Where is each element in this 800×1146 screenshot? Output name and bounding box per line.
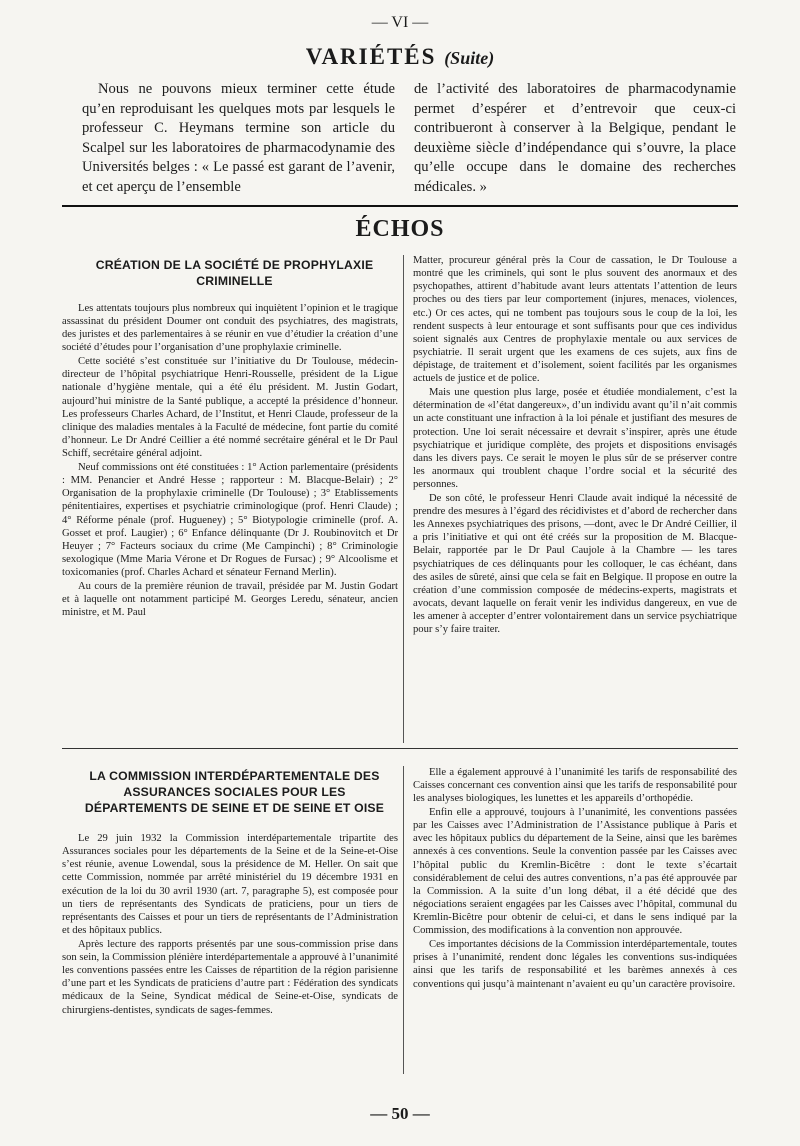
varietes-right-text: de l’activité des laboratoires de pharmacodynamie permet d’espérer et d’entrevoir que ceux-ci contribueront à conserver à la Belgique, pendant le deuxième siècle d’indépendance qui s’ouvre, la place qu’elle occupe dans le domaine des recherches médicales. » — [414, 81, 736, 195]
section-divider — [62, 205, 738, 207]
prophylaxie-left-paragraph: Les attentats toujours plus nombreux qui inquiètent l’opinion et le tragique assassinat du président Doumer ont conduit des psychiatres, des magistrats, des juristes et des parlementaires à se réunir en vue d’étudier la création d’une société d’études pour l’organisation d’une prophylaxie criminelle. — [62, 303, 398, 354]
varietes-title — [0, 44, 800, 70]
article-divider — [62, 748, 738, 749]
commission-right-paragraph: Ces importantes décisions de la Commission interdépartementale, toutes prises à l’unanimité, rendent donc légales les conventions sus-indiquées ainsi que les tarifs de responsabilité et les barèmes annexés à ces conventions qui jusqu’à maintenant n’avaient eu qu’un caractère provisoire. — [413, 939, 737, 990]
echos-title: ÉCHOS — [355, 216, 445, 242]
commission-left-paragraph: Après lecture des rapports présentés par une sous-commission prise dans son sein, la Commission plénière interdépartementale a approuvé à l’unanimité les conventions passées entre les Caisses de répartition de la région parisienne d’une part et les Syndicats de praticiens d’autre part : Fédération des syndicats médicaux de la Seine, Syndicat médical de Seine-et-Oise, syndicats de chirurgiens-dentistes, syndicats de sages-femmes. — [62, 938, 398, 1016]
prophylaxie-right-column — [413, 254, 737, 637]
column-separator — [403, 766, 404, 1074]
prophylaxie-left-paragraph: Neuf commissions ont été constituées : 1° Action parlementaire (présidents : MM. Penancier et André Hesse ; rapporteur : M. Blacque-Belair) ; 2° Organisation de la prophylaxie criminelle (Dr Toulouse) ; 3° Etablissements pénitentiaires, expertises et psychiatrie criminologique (prof. Henri Claude) ; 4° Réforme pénale (prof. Hugueney) ; 5° Biotypologie criminelle (prof. A. Gosset et prof. Laugier) ; 6° Enfance délinquante (Dr J. Roubinovitch et Dr Heuyer ; 7° Facteurs sociaux du crime (Me Campinchi) ; 8° Criminologie sexologique (Mme Maria Vérone et Dr Rogues de Fursac) ; 9° Alcoolisme et toxicomanies (prof. Charles Achard et sénateur Fernand Merlin). — [62, 461, 398, 579]
commission-left-paragraph: Le 29 juin 1932 la Commission interdépartementale tripartite des Assurances sociales pour les départements de la Seine et de la Seine-et-Oise s’est réunie, avenue Lowendal, sous la présidence de M. Heller. On sait que cette Commission, nommée par arrêté ministériel du 19 décembre 1931 en exécution de la loi du 30 avril 1930 (art. 7, paragraphe 5), est composée pour un tiers de représentants des Syndicats de praticiens, pour un tiers de représentants des Caisses et pour un tiers de représentants de l’Administration et des hôpitaux publics. — [62, 833, 398, 937]
prophylaxie-right-paragraph: Matter, procureur général près la Cour de cassation, le Dr Toulouse a montré que les criminels, qui sont le plus souvent des anormaux et des psychopathes, attirent d’habitude avant leurs attentats l’attention de leurs proches ou des tiers par leur comportement (injures, menaces, violences, etc.) Or ces actes, qui ne tombent pas toujours sous le coup de la loi, les rendent suspects à leur entourage et sont suffisants pour que ces individus soient signalés aux Centres de prophylaxie mentale ou aux services de psychiatrie. Il serait urgent que les examens de ces sujets, aux fins de dépistage, de traitement et d’isolement, soient facilités par les organismes actuels de justice et de police. — [413, 255, 737, 385]
commission-heading: LA COMMISSION INTERDÉPARTEMENTALE DES ASSURANCES SOCIALES POUR LES DÉPARTEMENTS DE SEINE ET DE SEINE ET OISE — [84, 769, 385, 815]
prophylaxie-left-paragraph: Au cours de la première réunion de travail, présidée par M. Justin Godart et à laquelle ont notamment participé M. Georges Leredu, sénateur, ancien ministre, et M. Paul — [62, 580, 398, 619]
prophylaxie-right-paragraph: Mais une question plus large, posée et étudiée mondialement, c’est la détermination de «l’état dangereux», d’un individu avant qu’il n’ait commis un acte constituant une infraction à la loi pénale et justifiant des mesures de protection. Une loi serait nécessaire et devrait s’inspirer, après une étude psychiatrique et juridique complète, des projets et dispositions envisagés dans les divers pays. Ce serait le moyen le plus sûr de se préserver contre les anormaux qui troublent chaque l’ordre social et la sécurité des personnes. — [413, 387, 737, 491]
page-roman-numeral: — VI — — [371, 14, 429, 31]
prophylaxie-left-column — [62, 302, 398, 620]
varietes-title-text: VARIÉTÉS — [305, 44, 437, 69]
commission-right-paragraph: Elle a également approuvé à l’unanimité les tarifs de responsabilité des Caisses concernant ces convention ainsi que les tarifs de responsabilité pour les analyses biologiques, les lunettes et les appareils d’orthopédie. — [413, 767, 737, 805]
prophylaxie-left-paragraph: Cette société s’est constituée sur l’initiative du Dr Toulouse, médecin-directeur de l’hôpital psychiatrique Henri-Rousselle, président de la Ligue nationale d’hygiène mentale, qui a été élu président. M. Justin Godart, aujourd’hui ministre de la Santé publique, a accepté la présidence d’honneur. Les professeurs Charles Achard, de l’Institut, et Henri Claude, professeur de la clinique des maladies mentales à la Faculté de médecine, font partie du comité d’honneur. Le Dr André Ceillier a été nommé secrétaire général et le Dr Paul Schiff, secrétaire général adjoint. — [62, 356, 398, 460]
commission-right-column — [413, 766, 737, 991]
varietes-suite: (Suite) — [444, 48, 495, 68]
prophylaxie-heading: CRÉATION DE LA SOCIÉTÉ DE PROPHYLAXIE CRIMINELLE — [95, 258, 374, 288]
varietes-left-column — [82, 80, 395, 198]
prophylaxie-right-paragraph: De son côté, le professeur Henri Claude avait indiqué la nécessité de prendre des mesures à l’égard des récidivistes et d’abord de rechercher dans les Annexes psychiatriques des prisons, —dont, avec le Dr André Ceillier, il a pris l’initiative et qui ont été créés sur la proposition de M. Blacque-Belair, rapportée par le Dr Paul Caujole à la Chambre — les tares psychiatriques de ces délinquants pour les colloquer, le cas échéant, dans des asiles de sûreté, ainsi que cela se fait en Belgique. Il propose en outre la création d’une commission composée de médecins-experts, magistrats et avocats, devant laquelle on ferait venir les individus dangereux, en vue de les amener à accepter d’entrer volontairement dans un service psychiatrique pour s’y faire traiter. — [413, 492, 737, 636]
commission-right-paragraph: Enfin elle a approuvé, toujours à l’unanimité, les conventions passées par les Caisses avec l’Administration de l’Assistance publique à Paris et avec les hôpitaux publics du département de la Seine, ainsi que les barèmes annexés à ces conventions. Seule la convention passée par les Caisses avec l’hôpital public du Kremlin-Bicêtre : dont le texte s’écartait considérablement de celui des autres conventions, n’a pas été approuvée par la Commission. A la suite d’un long débat, il a été décidé que des négociations seraient engagées par les Caisses avec l’hôpital, communal du Kremlin-Bicêtre pour obtenir de celui-ci, et dans le sens indiqué par la Commission, des modifications à la convention non approuvée. — [413, 806, 737, 937]
varietes-right-column — [414, 80, 736, 198]
commission-left-column — [62, 832, 398, 1017]
varietes-left-text: Nous ne pouvons mieux terminer cette étude qu’en reproduisant les quelques mots par lesquels le professeur C. Heymans termine son article du Scalpel sur les laboratoires de pharmacodynamie des Universités belges : « Le passé est garant de l’avenir, et cet aperçu de l’ensemble — [82, 81, 395, 195]
page-number: — 50 — — [370, 1104, 430, 1123]
column-separator — [403, 255, 404, 743]
